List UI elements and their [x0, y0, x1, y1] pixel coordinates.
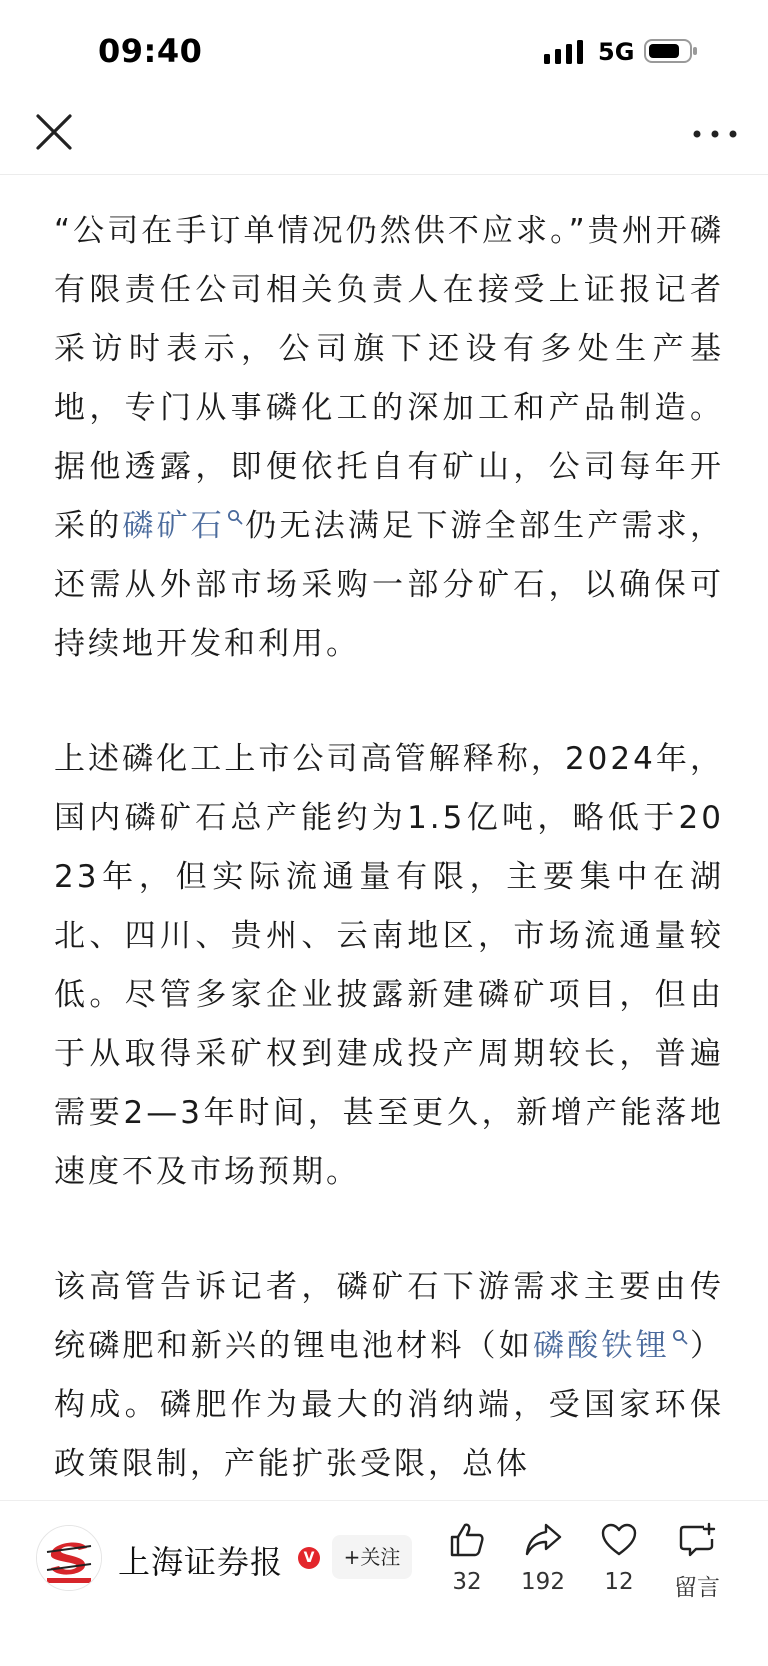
heart-icon	[600, 1521, 638, 1559]
bottom-bar	[0, 1500, 768, 1666]
keyword-label[interactable]: 磷矿石	[122, 508, 226, 544]
like-button[interactable]	[432, 1521, 502, 1595]
thumbs-up-icon	[448, 1521, 486, 1559]
text-segment: 仍无法满足下游全部生产需求，还需从外部市场采购一部分矿石，以确保可持续地开发和利用。	[54, 508, 725, 662]
share-icon	[524, 1521, 562, 1559]
source-avatar[interactable]	[36, 1525, 102, 1591]
article-body	[54, 202, 724, 1550]
nav-bar	[0, 100, 768, 175]
favorite-button[interactable]	[584, 1521, 654, 1595]
more-options-icon[interactable]	[690, 124, 740, 144]
share-count: 192	[521, 1569, 565, 1595]
status-time: 09:40	[98, 32, 203, 70]
favorite-count: 12	[604, 1569, 634, 1595]
comment-button[interactable]	[662, 1521, 732, 1602]
keyword-label[interactable]: 磷酸铁锂	[532, 1328, 670, 1364]
network-type: 5G	[598, 38, 635, 66]
article-paragraph-3	[54, 1258, 724, 1494]
article-paragraph-1	[54, 202, 724, 674]
verified-badge-icon: V	[298, 1547, 320, 1569]
battery-icon	[644, 39, 698, 63]
comment-label: 留言	[674, 1575, 720, 1601]
shanghai-securities-news-logo	[37, 1526, 101, 1590]
share-button[interactable]	[508, 1521, 578, 1595]
text-segment: 上述磷化工上市公司高管解释称，2024年，国内磷矿石总产能约为1.5亿吨，略低于2023年，但实际流通量有限，主要集中在湖北、四川、贵州、云南地区，市场流通量较低。尽管多家企业披露新建磷矿项目，但由于从取得采矿权到建成投产周期较长，普遍需要2—3年时间，甚至更久，新增产能落地速度不及市场预期。	[54, 741, 724, 1190]
source-name[interactable]: 上海证券报	[118, 1543, 284, 1581]
follow-button[interactable]: +关注	[332, 1535, 412, 1579]
article-paragraph-2	[54, 730, 724, 1202]
close-icon[interactable]	[34, 112, 74, 152]
signal-icon	[544, 40, 584, 64]
search-icon[interactable]	[672, 1329, 688, 1345]
keyword-link-phosphate-rock[interactable]	[122, 508, 245, 544]
like-count: 32	[452, 1569, 482, 1595]
search-icon[interactable]	[227, 509, 243, 525]
keyword-link-lithium-iron-phosphate[interactable]	[533, 1328, 690, 1364]
status-bar	[0, 0, 768, 100]
text-segment: “公司在手订单情况仍然供不应求。”贵州开磷有限责任公司相关负责人在接受上证报记者采访时表示，公司旗下还设有多处生产基地，专门从事磷化工的深加工和产品制造。据他透露，即便依托自有矿山，公司每年开采的	[54, 213, 724, 544]
text-segment: 该高管告诉记者，磷矿石下游需求主要由传统磷肥和新兴的锂电池材料（如	[54, 1269, 724, 1364]
text-segment: ）构成。磷肥作为最大的消纳端，受国家环保政策限制，产能扩张受限，总体	[54, 1328, 725, 1482]
comment-icon	[678, 1521, 716, 1559]
